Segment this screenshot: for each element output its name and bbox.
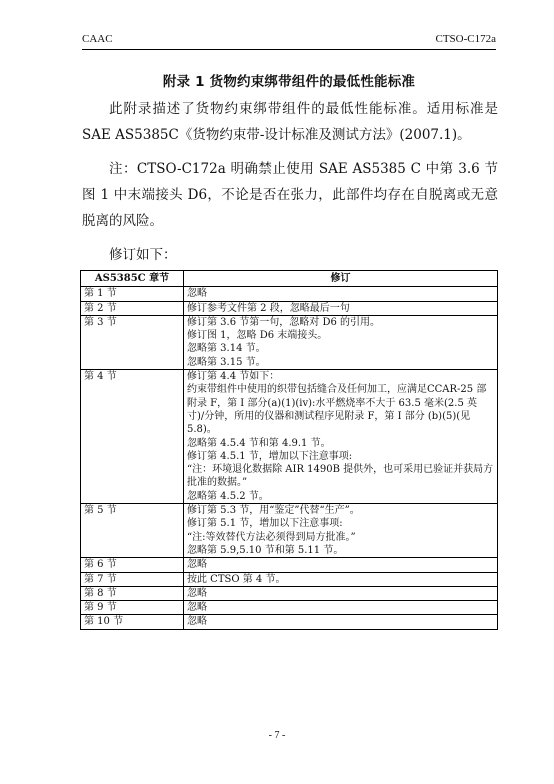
- revision-line: 忽略: [187, 587, 207, 599]
- revision-cell: [184, 287, 498, 301]
- section-cell: 第 5 节: [81, 504, 184, 558]
- revision-line: 忽略第 5.9,5.10 节和第 5.11 节。: [187, 544, 344, 556]
- table-row: [81, 370, 498, 504]
- note-paragraph: 注：CTSO-C172a 明确禁止使用 SAE AS5385 C 中第 3.6 节图 1 中末端接头 D6，不论是否在张力，此部件均存在自脱离或无意脱离的风险。: [82, 161, 498, 229]
- revision-line: 忽略第 4.5.4 节和第 4.9.1 节。: [187, 437, 331, 449]
- revision-line: “注：环境退化数据除 AIR 1490B 提供外，也可采用已验证并获局方批准的数据。”: [187, 464, 494, 489]
- intro-paragraph: 此附录描述了货物约束绑带组件的最低性能标准。适用标准是SAE AS5385C《货物约束带-设计标准及测试方法》(2007.1)。: [82, 101, 498, 143]
- revision-line: “注:等效替代方法必须得到局方批准。”: [187, 531, 356, 543]
- table-row: [81, 601, 498, 615]
- revision-cell: [184, 586, 498, 600]
- revision-line: 修订第 3.6 节第一句，忽略对 D6 的引用。: [187, 316, 380, 328]
- revision-line: 按此 CTSO 第 4 节。: [187, 573, 286, 585]
- revision-cell: [184, 370, 498, 504]
- revision-line: 修订第 5.1 节，增加以下注意事项:: [187, 518, 343, 530]
- revision-line: 忽略: [187, 616, 207, 628]
- revision-line: 忽略第 3.14 节。: [187, 343, 266, 355]
- revision-cell: [184, 315, 498, 369]
- section-cell: 第 2 节: [81, 301, 184, 315]
- revision-line: 修订图 1，忽略 D6 末端接头。: [187, 330, 328, 342]
- section-cell: 第 8 节: [81, 586, 184, 600]
- header-left: CAAC: [82, 33, 113, 45]
- table-header-row: [81, 271, 498, 287]
- column-header-section: AS5385C 章节: [81, 271, 184, 287]
- revision-line: 约束带组件中使用的织带包括缝合及任何加工，应满足CCAR-25 部附录 F，第 I 部分(a)(1)(iv):水平燃烧率不大于 63.5 毫米(2.5 英寸)/分钟，所用的仪器和测试程序见附录 F，第 I 部分 (b)(5)(见 5.8)。: [187, 384, 487, 436]
- section-cell: 第 1 节: [81, 287, 184, 301]
- revision-line: 忽略第 4.5.2 节。: [187, 490, 269, 502]
- revision-line: 修订第 4.5.1 节，增加以下注意事项:: [187, 450, 353, 462]
- revision-cell: [184, 301, 498, 315]
- revision-table: [80, 270, 498, 630]
- revision-line: 修订参考文件第 2 段，忽略最后一句: [187, 302, 350, 314]
- revision-cell: [184, 615, 498, 629]
- table-row: [81, 301, 498, 315]
- table-body: [81, 287, 498, 629]
- revision-line: 修订第 5.3 节，用“鉴定”代替“生产”。: [187, 505, 360, 517]
- section-cell: 第 10 节: [81, 615, 184, 629]
- page-header: [82, 33, 496, 50]
- revision-line: 忽略第 3.15 节。: [187, 356, 266, 368]
- table-row: [81, 572, 498, 586]
- revision-cell: [184, 504, 498, 558]
- revision-lead: 修订如下：: [109, 247, 177, 263]
- column-header-revision: 修订: [184, 271, 498, 287]
- header-right: CTSO-C172a: [435, 33, 496, 45]
- section-cell: 第 4 节: [81, 370, 184, 504]
- page-number: - 7 -: [268, 730, 286, 741]
- section-cell: 第 9 节: [81, 601, 184, 615]
- table-row: [81, 615, 498, 629]
- revision-cell: [184, 572, 498, 586]
- table-row: [81, 315, 498, 369]
- revision-line: 修订第 4.4 节如下：: [187, 371, 280, 383]
- appendix-title: 附录 1 货物约束绑带组件的最低性能标准: [162, 74, 416, 90]
- table-row: [81, 287, 498, 301]
- table-row: [81, 586, 498, 600]
- table-row: [81, 558, 498, 572]
- revision-line: 忽略: [187, 602, 207, 614]
- revision-cell: [184, 601, 498, 615]
- section-cell: 第 6 节: [81, 558, 184, 572]
- revision-cell: [184, 558, 498, 572]
- section-cell: 第 3 节: [81, 315, 184, 369]
- revision-line: 忽略: [187, 288, 207, 300]
- table-row: [81, 504, 498, 558]
- section-cell: 第 7 节: [81, 572, 184, 586]
- revision-line: 忽略: [187, 559, 207, 571]
